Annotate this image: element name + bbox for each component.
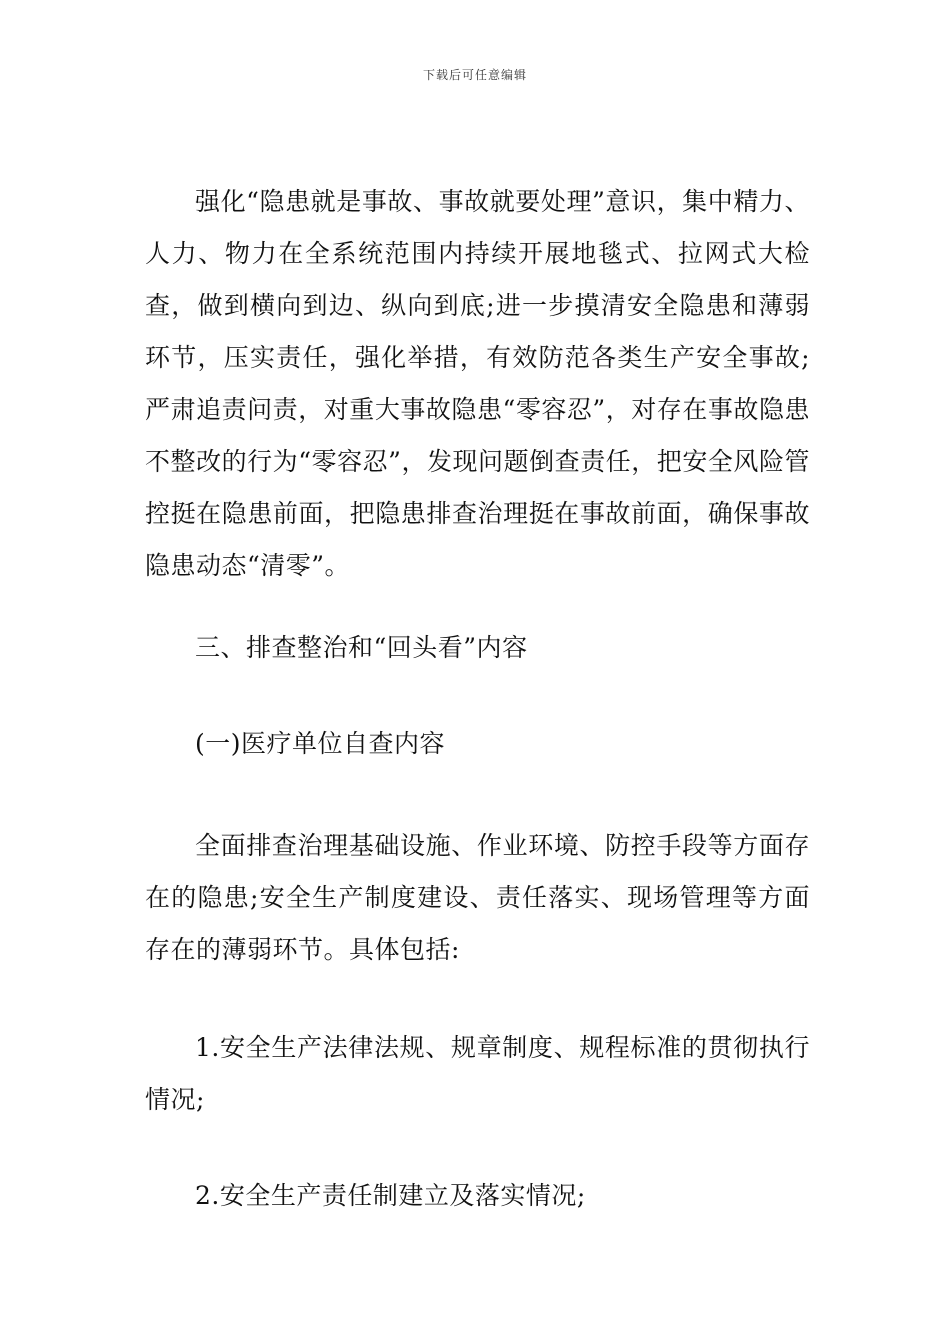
paragraph-scope: 全面排查治理基础设施、作业环境、防控手段等方面存在的隐患;安全生产制度建设、责任落实、现场管理等方面存在的薄弱环节。具体包括: (145, 831, 810, 964)
section-heading: 三、排查整治和“回头看”内容 (195, 633, 528, 662)
subsection-heading: (一)医疗单位自查内容 (195, 729, 446, 758)
list-item-2: 2.安全生产责任制建立及落实情况; (195, 1181, 586, 1210)
list-item-1: 1.安全生产法律法规、规章制度、规程标准的贯彻执行情况; (145, 1033, 810, 1114)
paragraph-intro: 强化“隐患就是事故、事故就要处理”意识，集中精力、人力、物力在全系统范围内持续开展地毯式、拉网式大检查，做到横向到边、纵向到底;进一步摸清安全隐患和薄弱环节，压实责任，强化举措，有效防范各类生产安全事故;严肃追责问责，对重大事故隐患“零容忍”，对存在事故隐患不整改的行为“零容忍”，发现问题倒查责任，把安全风险管控挺在隐患前面，把隐患排查治理挺在事故前面，确保事故隐患动态“清零”。 (145, 187, 810, 580)
page-header: 下载后可任意编辑 (422, 68, 527, 82)
